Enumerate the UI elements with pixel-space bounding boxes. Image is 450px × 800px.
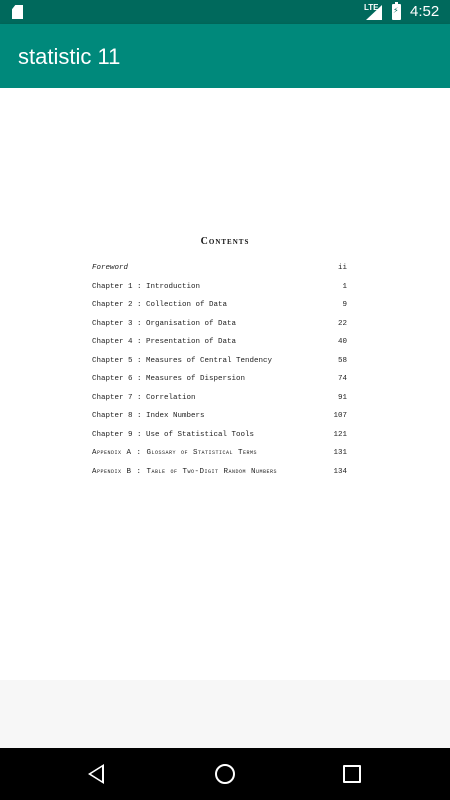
toc-page: 74	[337, 375, 347, 383]
back-icon[interactable]	[88, 764, 104, 784]
sd-card-icon	[12, 5, 23, 19]
toc-label: Chapter 1 : Introduction	[92, 282, 201, 291]
toc-row-foreword[interactable]	[92, 264, 347, 283]
toc-row-chapter-7[interactable]	[92, 394, 347, 413]
toc-page: 9	[342, 301, 347, 309]
toc-page: 58	[337, 356, 347, 365]
toc-row-chapter-8[interactable]	[92, 412, 347, 431]
app-title: statistic 11	[18, 44, 121, 69]
toc-page: ii	[337, 264, 347, 272]
toc-page: 121	[333, 430, 347, 439]
status-time: 4:52	[410, 3, 440, 20]
pdf-document-view[interactable]	[0, 88, 450, 680]
recent-apps-icon[interactable]	[343, 765, 361, 783]
navigation-bar	[0, 748, 450, 800]
toc-label: Chapter 8 : Index Numbers	[92, 412, 205, 420]
document-bottom-strip	[0, 680, 450, 748]
toc-page: 134	[333, 467, 347, 476]
toc-page: 107	[333, 412, 347, 420]
toc-page: 131	[333, 449, 347, 457]
toc-label: Chapter 7 : Correlation	[92, 393, 196, 402]
toc-row-chapter-5[interactable]	[92, 357, 347, 376]
toc-page: 1	[342, 282, 347, 291]
toc-label: Chapter 3 : Organisation of Data	[92, 319, 237, 328]
toc-label: Chapter 6 : Measures of Dispersion	[92, 375, 246, 383]
toc-row-chapter-1[interactable]	[92, 283, 347, 302]
toc-label: Appendix B : Table of Two-Digit Random Numbers	[92, 467, 278, 476]
battery-charging-icon	[392, 4, 401, 20]
app-bar	[0, 24, 450, 88]
toc-label: Foreword	[92, 264, 129, 272]
toc-row-chapter-2[interactable]	[92, 301, 347, 320]
contents-heading: Contents	[200, 236, 250, 247]
status-bar	[0, 0, 450, 24]
toc-label: Chapter 4 : Presentation of Data	[92, 338, 237, 346]
toc-row-chapter-9[interactable]	[92, 431, 347, 450]
toc-row-appendix-b[interactable]	[92, 468, 347, 487]
toc-label: Appendix A : Glossary of Statistical Terms	[92, 449, 258, 457]
toc-row-chapter-4[interactable]	[92, 338, 347, 357]
toc-page: 22	[337, 319, 347, 328]
toc-row-chapter-3[interactable]	[92, 320, 347, 339]
home-icon[interactable]	[215, 764, 235, 784]
toc-row-chapter-6[interactable]	[92, 375, 347, 394]
toc-label: Chapter 2 : Collection of Data	[92, 301, 228, 309]
toc-page: 91	[337, 393, 347, 402]
toc-page: 40	[337, 338, 347, 346]
toc-label: Chapter 9 : Use of Statistical Tools	[92, 430, 255, 439]
network-label: LTE	[364, 3, 379, 12]
table-of-contents	[92, 264, 347, 486]
toc-row-appendix-a[interactable]	[92, 449, 347, 468]
toc-label: Chapter 5 : Measures of Central Tendency	[92, 356, 273, 365]
